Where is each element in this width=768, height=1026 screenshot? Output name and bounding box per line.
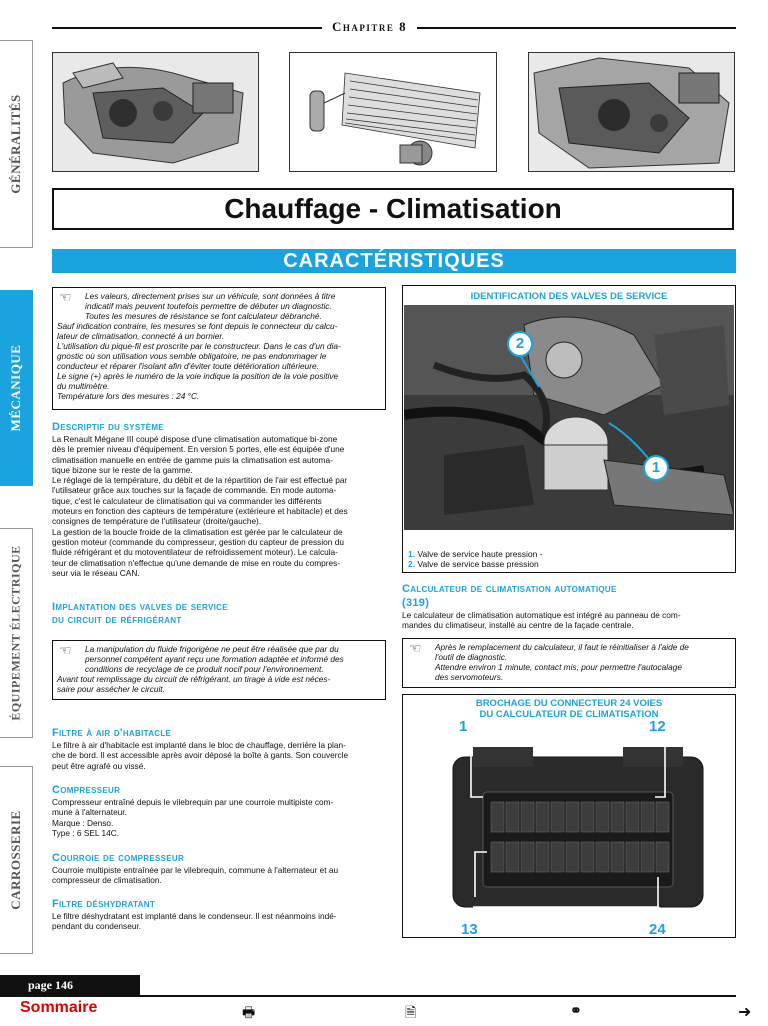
note-line: Après le remplacement du calculateur, il faut le réinitialiser à l'aide de bbox=[435, 642, 689, 652]
printer-icon[interactable]: 🖶 bbox=[242, 1004, 256, 1020]
text-line: mandes du climatiseur, installé au centre de la façade centrale. bbox=[402, 620, 634, 631]
tab-carrosserie[interactable] bbox=[0, 766, 33, 954]
figure-title-line2: DU CALCULATEUR DE CLIMATISATION bbox=[479, 709, 659, 720]
marker-2: 2 bbox=[507, 331, 533, 357]
search-document-icon[interactable]: 🗎 bbox=[405, 1004, 417, 1020]
hvac-unit-image-left bbox=[52, 52, 259, 172]
heading-descriptif: Descriptif du système bbox=[52, 421, 164, 433]
figure-valves bbox=[402, 285, 736, 573]
tab-label: GÉNÉRALITÉS bbox=[8, 94, 23, 194]
note-line: indicatif mais peuvent toutefois permettre de débuter un diagnostic. bbox=[85, 301, 332, 311]
tab-mecanique[interactable] bbox=[0, 290, 33, 486]
note-box-calculateur bbox=[402, 638, 736, 688]
text-line: teur de climatisation n'effectue qu'une demande de mise en route du compres- bbox=[52, 557, 341, 568]
hand-icon: ☜ bbox=[59, 642, 72, 658]
text-line: moteurs en fonction des capteurs de température (extérieure et habitacle) et des bbox=[52, 506, 348, 517]
heading-calculateur-2: (319) bbox=[402, 597, 430, 609]
pin-label-1: 1 bbox=[459, 718, 468, 735]
caption-2 bbox=[408, 559, 539, 569]
heading-compresseur: Compresseur bbox=[52, 784, 121, 796]
hand-icon: ☜ bbox=[409, 640, 422, 656]
footer-rule bbox=[0, 995, 736, 997]
note-line: saire pour assécher le circuit. bbox=[57, 684, 165, 694]
heading-courroie: Courroie de compresseur bbox=[52, 852, 185, 864]
tab-label: ÉQUIPEMENT ÉLECTRIQUE bbox=[8, 545, 23, 721]
text-line: Courroie multipiste entraînée par le vilebrequin, commune à l'alternateur et au bbox=[52, 865, 339, 875]
text-line: Compresseur entraîné depuis le vilebrequin par une courroie multipiste com- bbox=[52, 797, 334, 807]
connector-photo bbox=[443, 737, 713, 919]
note-line: Sauf indication contraire, les mesures se font depuis le connecteur du calcu- bbox=[57, 321, 338, 331]
arrow-right-icon[interactable]: ➜ bbox=[738, 1004, 752, 1021]
note-line: L'utilisation du pique-fil est proscrite par le constructeur. Dans le cas d'un dia- bbox=[57, 341, 341, 351]
heading-filtre: Filtre à air d'habitacle bbox=[52, 727, 172, 739]
tab-equipement-electrique[interactable] bbox=[0, 528, 33, 738]
note-line: des servomoteurs. bbox=[435, 672, 504, 682]
note-line: Avant tout remplissage du circuit de réfrigérant, un tirage à vide est néces- bbox=[57, 674, 331, 684]
text-line: Le calculateur de climatisation automatique est intégré au panneau de com- bbox=[402, 610, 681, 620]
note-line: Toutes les mesures de résistance se font calculateur débranché. bbox=[85, 311, 322, 321]
caption-1 bbox=[408, 549, 543, 559]
condenser-image bbox=[289, 52, 497, 172]
page-title: Chauffage - Climatisation bbox=[52, 188, 734, 230]
text-line: dès le premier niveau d'équipement. En version 5 portes, elle est équipée d'une bbox=[52, 444, 345, 455]
note-line: conditions de recyclage de ce produit nocif pour l'environnement. bbox=[85, 664, 324, 674]
text-line: La gestion de la boucle froide de la climatisation est gérée par le calculateur de bbox=[52, 526, 343, 537]
text-line: consignes de température de l'utilisateur (droite/gauche). bbox=[52, 516, 262, 527]
text-line: che de bord. Il est accessible après avoir déposé la boîte à gants. Son couvercle bbox=[52, 750, 349, 761]
note-line: conducteur et réparer l'isolant afin d'éviter toute détérioration ultérieure. bbox=[57, 361, 319, 371]
note-line: l'outil de diagnostic. bbox=[435, 652, 508, 662]
caption-number: 2. bbox=[408, 559, 416, 569]
caption-number: 1. bbox=[408, 549, 416, 559]
heading-deshydratant: Filtre déshydratant bbox=[52, 898, 156, 910]
text-line: fluide réfrigérant et du motoventilateur de refroidissement moteur). Le calcula- bbox=[52, 547, 338, 558]
note-box-measurements bbox=[52, 287, 386, 410]
text-line: l'utilisateur grâce aux touches sur la façade de commande. En mode automa- bbox=[52, 485, 337, 496]
binoculars-icon[interactable]: ⚭ bbox=[570, 1002, 582, 1018]
heading-valves-2: du circuit de réfrigérant bbox=[52, 614, 182, 626]
text-line: gestion moteur (commande du compresseur, gestion du capteur de pression du bbox=[52, 536, 344, 547]
text-line: tique bizone sur le reste de la gamme. bbox=[52, 464, 193, 475]
heading-calculateur-1: Calculateur de climatisation automatique bbox=[402, 583, 617, 595]
note-line: Température lors des mesures : 24 °C. bbox=[57, 391, 200, 401]
text-line: mune à l'alternateur. bbox=[52, 807, 127, 818]
page-number: page 146 bbox=[0, 975, 140, 995]
paragraph-compresseur bbox=[52, 797, 386, 838]
text-line: La Renault Mégane III coupé dispose d'une climatisation automatique bi-zone bbox=[52, 434, 338, 444]
tab-label: CARROSSERIE bbox=[8, 810, 23, 910]
note-box-refrigerant bbox=[52, 640, 386, 700]
tab-generalites[interactable] bbox=[0, 40, 33, 248]
pin-label-24: 24 bbox=[649, 921, 666, 938]
note-line: La manipulation du fluide frigorigène ne peut être réalisée que par du bbox=[85, 644, 339, 654]
paragraph-descriptif bbox=[52, 434, 386, 578]
note-line: Le signe (+) après le numéro de la voie indique la position de la voie positive bbox=[57, 371, 339, 381]
caption-text: Valve de service haute pression - bbox=[417, 549, 543, 559]
note-line: Attendre environ 1 minute, contact mis, pour permettre l'autocalage bbox=[435, 662, 682, 672]
engine-bay-photo bbox=[404, 305, 734, 530]
hvac-unit-image-right bbox=[528, 52, 735, 172]
heading-valves-1: Implantation des valves de service bbox=[52, 601, 228, 613]
text-line: Type : 6 SEL 14C. bbox=[52, 827, 120, 838]
note-line: lateur de climatisation, connecté à un bornier. bbox=[57, 331, 225, 341]
text-line: tique, c'est le calculateur de climatisation qui va commander les différents bbox=[52, 495, 322, 506]
pin-label-13: 13 bbox=[461, 921, 478, 938]
text-line: peut être agrafé ou vissé. bbox=[52, 760, 146, 771]
text-line: Le filtre à air d'habitacle est implanté dans le bloc de chauffage, derrière la plan- bbox=[52, 740, 346, 750]
text-line: compresseur de climatisation. bbox=[52, 875, 162, 886]
section-header: CARACTÉRISTIQUES bbox=[52, 249, 736, 273]
note-line: du multimètre. bbox=[57, 381, 110, 391]
note-line: gnostic où son utilisation vous semble obligatoire, ne pas endommager le bbox=[57, 351, 327, 361]
figure-connector bbox=[402, 694, 736, 938]
caption-text: Valve de service basse pression bbox=[417, 559, 539, 569]
text-line: Marque : Denso. bbox=[52, 817, 114, 828]
hand-icon: ☜ bbox=[59, 289, 72, 305]
paragraph-filtre bbox=[52, 740, 386, 771]
paragraph-deshydratant bbox=[52, 911, 386, 932]
paragraph-calculateur bbox=[402, 610, 736, 631]
figure-title-line1: BROCHAGE DU CONNECTEUR 24 VOIES bbox=[475, 698, 663, 709]
sommaire-link[interactable]: Sommaire bbox=[20, 999, 98, 1016]
chapter-label: Chapitre 8 bbox=[322, 19, 417, 35]
text-line: Le réglage de la température, du débit et de la répartition de l'air est effectué par bbox=[52, 475, 348, 486]
note-line: Les valeurs, directement prises sur un véhicule, sont données à titre bbox=[85, 291, 336, 301]
paragraph-courroie bbox=[52, 865, 386, 886]
marker-1: 1 bbox=[643, 455, 669, 481]
pin-label-12: 12 bbox=[649, 718, 666, 735]
text-line: Le filtre déshydratant est implanté dans le condenseur. Il est néanmoins indé- bbox=[52, 911, 337, 921]
figure-title: IDENTIFICATION DES VALVES DE SERVICE bbox=[470, 291, 668, 302]
tab-label: MÉCANIQUE bbox=[8, 344, 23, 432]
text-line: seur via le réseau CAN. bbox=[52, 567, 140, 578]
text-line: pendant du condenseur. bbox=[52, 921, 142, 932]
note-line: personnel compétent ayant reçu une formation adaptée et informé des bbox=[85, 654, 344, 664]
text-line: climatisation manuelle en entrée de gamme puis la climatisation est automa- bbox=[52, 454, 333, 465]
